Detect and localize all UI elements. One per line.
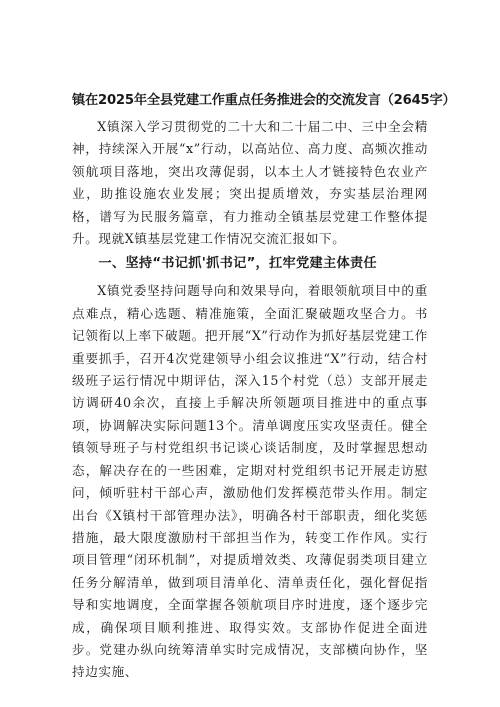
document-content xyxy=(72,90,456,684)
intro-paragraph: X镇深入学习贯彻党的二十大和二十届二中、三中全会精神，持续深入开展“x”行动，以高站位、高力度、高频次推动领航项目落地，突出攻薄促弱，以本土人才链接特色农业产业，助推设施农业发展；突出提质增效，夯实基层治理网格，谱写为民服务篇章，有力推动全镇基层党建工作整体提升。现就X镇基层党建工作情况交流汇报如下。 xyxy=(72,119,428,247)
section-heading: 一、坚持“书记抓'抓书记”，扛牢党建主体责任 xyxy=(98,256,377,272)
document-title: 镇在2025年全县党建工作重点任务推进会的交流发言（2645字） xyxy=(72,93,456,108)
section-body-paragraph: X镇党委坚持问题导向和效果导向，着眼领航项目中的重点难点，精心选题、精准施策，全面汇聚破题攻坚合力。书记领衔以上率下破题。把开展“X”行动作为抓好基层党建工作重要抓手，召开4次党建领导小组会议推进“X”行动，结合村级班子运行情况中期评估，深入15个村党（总）支部开展走访调研40余次，直接上手解决所领题项目推进中的重点事项，协调解决实际问题13个。清单调度压实攻坚责任。健全镇领导班子与村党组织书记谈心谈话制度，及时掌握思想动态，解决存在的一些困难，定期对村党组织书记开展走访慰问，倾听驻村干部心声，激励他们发挥模范带头作用。制定出台《X镇村干部管理办法》，明确各村干部职责，细化奖惩措施，最大限度激励村干部担当作为，转变工作作风。实行项目管理“闭环机制”，对提质增效类、攻薄促弱类项目建立任务分解清单，做到项目清单化、清单责任化，强化督促指导和实地调度，全面掌握各领航项目序时进度，逐个逐步完成，确保项目顺利推进、取得实效。支部协作促进全面进步。党建办纵向统筹清单实时完成情况，支部横向协作，坚持边实施、 xyxy=(72,283,428,680)
